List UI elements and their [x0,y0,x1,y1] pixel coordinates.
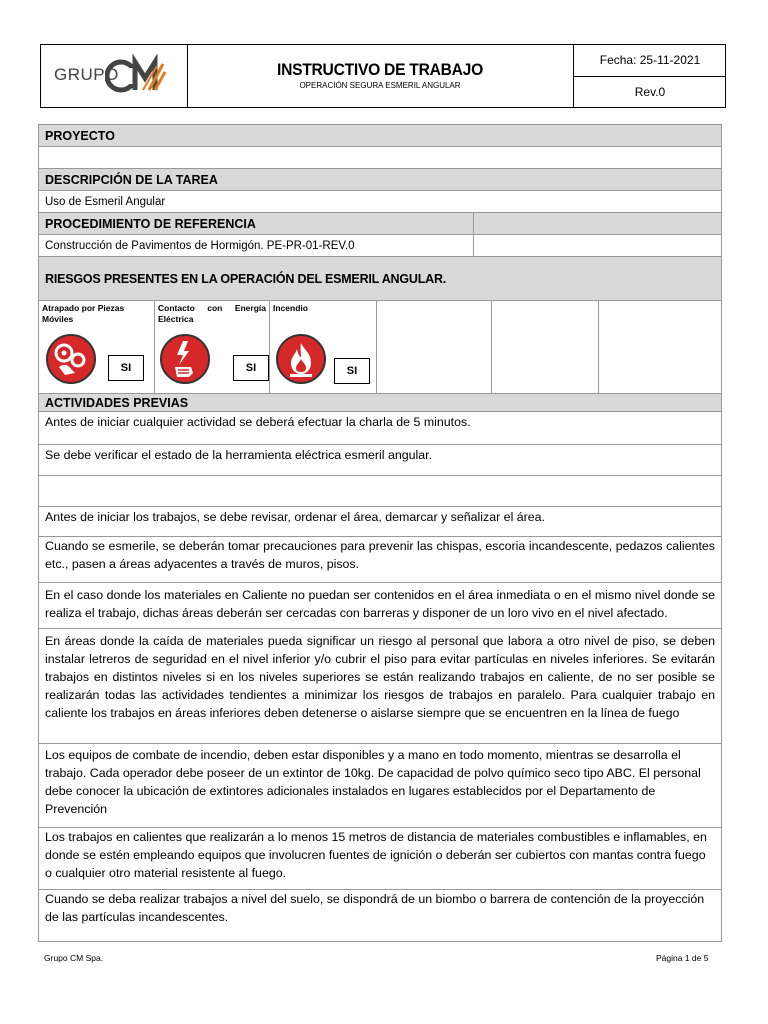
document-revision: Rev.0 [574,76,726,108]
procedimiento-label: PROCEDIMIENTO DE REFERENCIA [45,217,256,231]
document-title: INSTRUCTIVO DE TRABAJO [277,60,483,79]
risk-caption-fire: Incendio [273,303,308,313]
logo-text: GRUPO [54,65,119,84]
logo-mark-icon [105,54,167,98]
fire-icon [275,333,327,385]
document-subtitle: OPERACIÓN SEGURA ESMERIL ANGULAR [299,81,461,90]
actividades-header [39,394,721,412]
activity-text-8: Los trabajos en calientes que realizarán a lo menos 15 metros de distancia de materiales combustibles e inflamables, en donde se estén empleando equipos que involucren fuentes de ignición o deberán ser cubiertos con mantas contra fuego o cualquier otro material resistente al fuego. [45,830,707,880]
descripcion-label: DESCRIPCIÓN DE LA TAREA [45,173,218,187]
risk-answer-caught: SI [108,355,144,381]
descripcion-row [39,191,721,213]
descripcion-value: Uso de Esmeril Angular [45,196,166,208]
activity-item [39,890,721,941]
electric-shock-icon [159,333,211,385]
footer-page-number: Página 1 de 5 [656,953,709,963]
procedimiento-value-divider [473,235,474,257]
procedimiento-row [39,235,721,257]
activity-text-4: Cuando se esmerile, se deberán tomar precauciones para prevenir las chispas, escoria incandescente, pedazos calientes etc., pasen a áreas adyacentes a través de muros, pisos. [45,539,715,571]
procedimiento-value: Construcción de Pavimentos de Hormigón. PE-PR-01-REV.0 [45,240,355,252]
activity-item [39,583,721,629]
procedimiento-header [39,213,721,235]
company-logo [41,45,188,107]
proyecto-label: PROYECTO [45,129,115,143]
activity-item [39,828,721,890]
risk-row [39,301,721,394]
risk-answer-electric: SI [233,355,269,381]
descripcion-header [39,169,721,191]
activity-item [39,629,721,744]
title-block [187,45,573,107]
riesgos-header [39,257,721,301]
activity-text-7: Los equipos de combate de incendio, deben estar disponibles y a mano en todo momento, mientras se desarrolla el trabajo. Cada operador debe poseer de un extintor de 10kg. De capacidad de polvo químico seco tipo ABC. El personal debe conocer la ubicación de extintores adicionales instalados en lugares establecidos por el Departamento de Prevención [45,748,701,816]
activity-text-9: Cuando se deba realizar trabajos a nivel del suelo, se dispondrá de un biombo o barrera de contención de la proyección de las partículas incandescentes. [45,892,705,924]
proyecto-value [39,147,721,169]
proyecto-header [39,125,721,147]
actividades-label: ACTIVIDADES PREVIAS [45,396,189,410]
activity-item [39,537,721,583]
procedimiento-divider [473,213,474,235]
activity-item [39,507,721,537]
riesgos-label: RIESGOS PRESENTES EN LA OPERACIÓN DEL ESMERIL ANGULAR. [45,272,447,286]
risk-answer-fire: SI [334,358,370,384]
activity-item [39,412,721,445]
risk-caption-electric-c: Energía [234,303,266,313]
document-date: Fecha: 25-11-2021 [599,53,701,67]
activity-item-empty [39,476,721,507]
activity-text-3: Antes de iniciar los trabajos, se debe revisar, ordenar el área, demarcar y señalizar el área. [45,510,546,524]
document-header [40,44,726,108]
risk-caption-caught: Atrapado por Piezas Móviles [42,303,125,324]
activity-item [39,744,721,828]
activity-text-5: En el caso donde los materiales en Caliente no puedan ser contenidos en el área inmediata o en el mismo nivel donde se realiza el trabajo, dichas áreas deberán ser cercadas con barreras y disponer de un loro vivo en el nivel afectado. [45,588,715,620]
activity-text-1: Antes de iniciar cualquier actividad se deberá efectuar la charla de 5 minutos. [45,415,471,429]
activity-item [39,445,721,476]
activity-text-6: En áreas donde la caída de materiales pueda significar un riesgo al personal que labora a otro nivel de piso, se deben instalar letreros de seguridad en el nivel inferior y/o cubrir el piso para evitar partículas en niveles inferiores. Se evitarán trabajos en distintos niveles si en los niveles superiores se están realizando trabajos en caliente, de no ser posible se realizarán todas las actividades tendientes a minimizar los riesgos de trabajos en paralelo. Para cualquier trabajo en caliente los trabajos en áreas inferiores deben detenerse o aislarse siempre que se encuentren en la línea de fuego [45,634,715,720]
activity-text-2: Se debe verificar el estado de la herramienta eléctrica esmeril angular. [45,448,433,462]
form-body [38,124,722,942]
document-meta [573,45,726,107]
risk-caption-electric [158,303,266,325]
risk-caption-electric-a: Contacto [158,303,195,313]
caught-in-gears-icon [45,333,97,385]
risk-caption-electric-b: con [207,303,223,313]
risk-caption-electric-d: Eléctrica [158,314,194,324]
footer-company: Grupo CM Spa. [44,953,104,963]
